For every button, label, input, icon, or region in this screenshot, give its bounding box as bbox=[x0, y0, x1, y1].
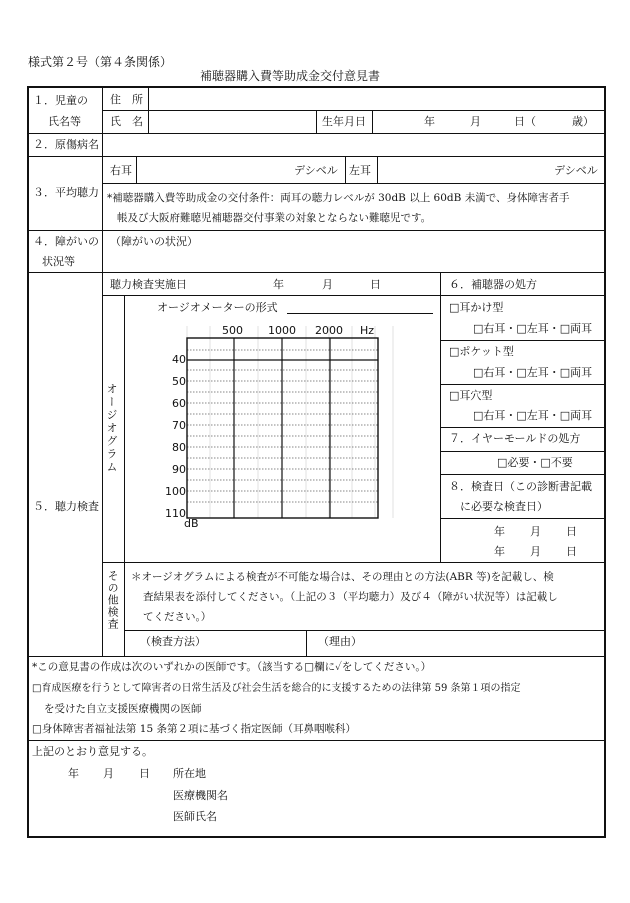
in-ear-option[interactable]: □耳穴型 bbox=[449, 389, 493, 402]
sec6-title: ６．補聴器の処方 bbox=[449, 278, 537, 291]
pocket-option[interactable]: □ポケット型 bbox=[449, 345, 514, 358]
right-ear-label: 右耳 bbox=[110, 164, 132, 177]
behind-ear-sides[interactable]: □右耳・□左耳・□両耳 bbox=[473, 322, 593, 335]
db-100: 100 bbox=[165, 485, 186, 498]
db-70: 70 bbox=[172, 419, 186, 432]
test-date-1-year[interactable]: 年 bbox=[494, 525, 505, 538]
test-date-1-month[interactable]: 月 bbox=[530, 525, 541, 538]
behind-ear-option[interactable]: □耳かけ型 bbox=[449, 301, 504, 314]
exam-month[interactable]: 月 bbox=[322, 278, 333, 291]
earmold-options[interactable]: □必要・□不要 bbox=[497, 456, 573, 469]
freq-2000: 2000 bbox=[315, 324, 343, 337]
other-note-2: 査結果表を添付してください。（上記の３（平均聴力）及び４（障がい状況等）は記載し bbox=[143, 591, 558, 603]
birth-day[interactable]: 日（ bbox=[514, 115, 536, 128]
other-note-1: ＊オージオグラムによる検査が不可能な場合は、その理由との方法(ABR 等)を記載し、検 bbox=[131, 571, 554, 583]
exam-day[interactable]: 日 bbox=[370, 278, 381, 291]
test-date-2-year[interactable]: 年 bbox=[494, 545, 505, 558]
audiometer-type-label: オージオメーターの形式 bbox=[157, 301, 278, 314]
doctor-option-1-line2: を受けた自立支援医療機関の医師 bbox=[44, 703, 202, 715]
in-ear-sides[interactable]: □右耳・□左耳・□両耳 bbox=[473, 409, 593, 422]
birth-month[interactable]: 月 bbox=[470, 115, 481, 128]
name-label: 氏 名 bbox=[110, 115, 143, 128]
audiogram-vertical-label: オージオグラム bbox=[105, 383, 118, 474]
test-reason-field[interactable]: （理由） bbox=[318, 635, 362, 648]
doctor-note: *この意見書の作成は次のいずれかの医師です。（該当する□欄に✓をしてください。） bbox=[32, 661, 432, 673]
form-number: 様式第２号（第４条関係） bbox=[28, 55, 173, 69]
sec2-label: ２．原傷病名 bbox=[33, 138, 99, 151]
sec8-title-1: ８．検査日（この診断書記載 bbox=[449, 480, 592, 493]
name-field[interactable] bbox=[150, 112, 314, 131]
sec5-label: ５．聴力検査 bbox=[33, 500, 99, 513]
exam-year[interactable]: 年 bbox=[273, 278, 284, 291]
test-method-field[interactable]: （検査方法） bbox=[140, 635, 206, 648]
left-ear-db[interactable]: デシベル bbox=[554, 164, 598, 177]
sign-month[interactable]: 月 bbox=[103, 767, 114, 780]
address-label: 住 所 bbox=[110, 93, 143, 106]
test-date-2-day[interactable]: 日 bbox=[566, 545, 577, 558]
right-ear-db[interactable]: デシベル bbox=[294, 164, 338, 177]
sign-year[interactable]: 年 bbox=[68, 767, 79, 780]
sec1-label-1: １．児童の bbox=[33, 94, 88, 107]
location-label: 所在地 bbox=[173, 767, 206, 780]
db-60: 60 bbox=[172, 397, 186, 410]
freq-hz: Hz bbox=[360, 324, 375, 337]
diagnosis-field[interactable] bbox=[104, 135, 602, 154]
sec3-note-2: 帳及び大阪府難聴児補聴器交付事業の対象とならない難聴児です。 bbox=[117, 212, 432, 224]
db-80: 80 bbox=[172, 441, 186, 454]
sec3-label: ３．平均聴力 bbox=[33, 186, 99, 199]
sec3-note-1: *補聴器購入費等助成金の交付条件：両耳の聴力レベルが 30dB 以上 60dB 未満で、身体障害者手 bbox=[107, 192, 570, 204]
doctor-option-2[interactable]: □身体障害者福祉法第 15 条第２項に基づく指定医師（耳鼻咽喉科） bbox=[32, 723, 356, 735]
disability-field[interactable]: （障がいの状況） bbox=[110, 235, 198, 248]
other-note-3: てください。） bbox=[143, 611, 212, 623]
sec8-title-2: に必要な検査日） bbox=[460, 500, 548, 513]
sign-day[interactable]: 日 bbox=[139, 767, 150, 780]
doctor-option-1-line1[interactable]: □育成医療を行うとして障害者の日常生活及び社会生活を総合的に支援するための法律第 59 条第１項の指定 bbox=[32, 683, 521, 694]
freq-1000: 1000 bbox=[268, 324, 296, 337]
exam-date-label: 聴力検査実施日 bbox=[110, 278, 187, 291]
institution-label: 医療機関名 bbox=[173, 789, 228, 802]
db-40: 40 bbox=[172, 353, 186, 366]
birth-year[interactable]: 年 bbox=[424, 115, 435, 128]
db-90: 90 bbox=[172, 463, 186, 476]
db-110: 110 bbox=[165, 507, 186, 520]
left-ear-label: 左耳 bbox=[349, 164, 371, 177]
sec4-label-2: 状況等 bbox=[42, 255, 75, 268]
freq-500: 500 bbox=[222, 324, 243, 337]
page-title: 補聴器購入費等助成金交付意見書 bbox=[200, 69, 381, 83]
db-50: 50 bbox=[172, 375, 186, 388]
test-date-1-day[interactable]: 日 bbox=[566, 525, 577, 538]
address-field[interactable] bbox=[150, 89, 602, 108]
sec7-title: ７．イヤーモールドの処方 bbox=[449, 432, 581, 445]
pocket-sides[interactable]: □右耳・□左耳・□両耳 bbox=[473, 366, 593, 379]
db-unit: dB bbox=[184, 517, 199, 530]
statement: 上記のとおり意見する。 bbox=[32, 745, 153, 758]
test-date-2-month[interactable]: 月 bbox=[530, 545, 541, 558]
age-field[interactable]: 歳） bbox=[572, 115, 594, 128]
other-tests-vertical-label: その他検査 bbox=[106, 570, 120, 630]
birth-label: 生年月日 bbox=[322, 115, 366, 128]
sec1-label-2: 氏名等 bbox=[48, 115, 81, 128]
doctor-name-label: 医師氏名 bbox=[173, 810, 217, 823]
sec4-label-1: ４．障がいの bbox=[33, 235, 99, 248]
